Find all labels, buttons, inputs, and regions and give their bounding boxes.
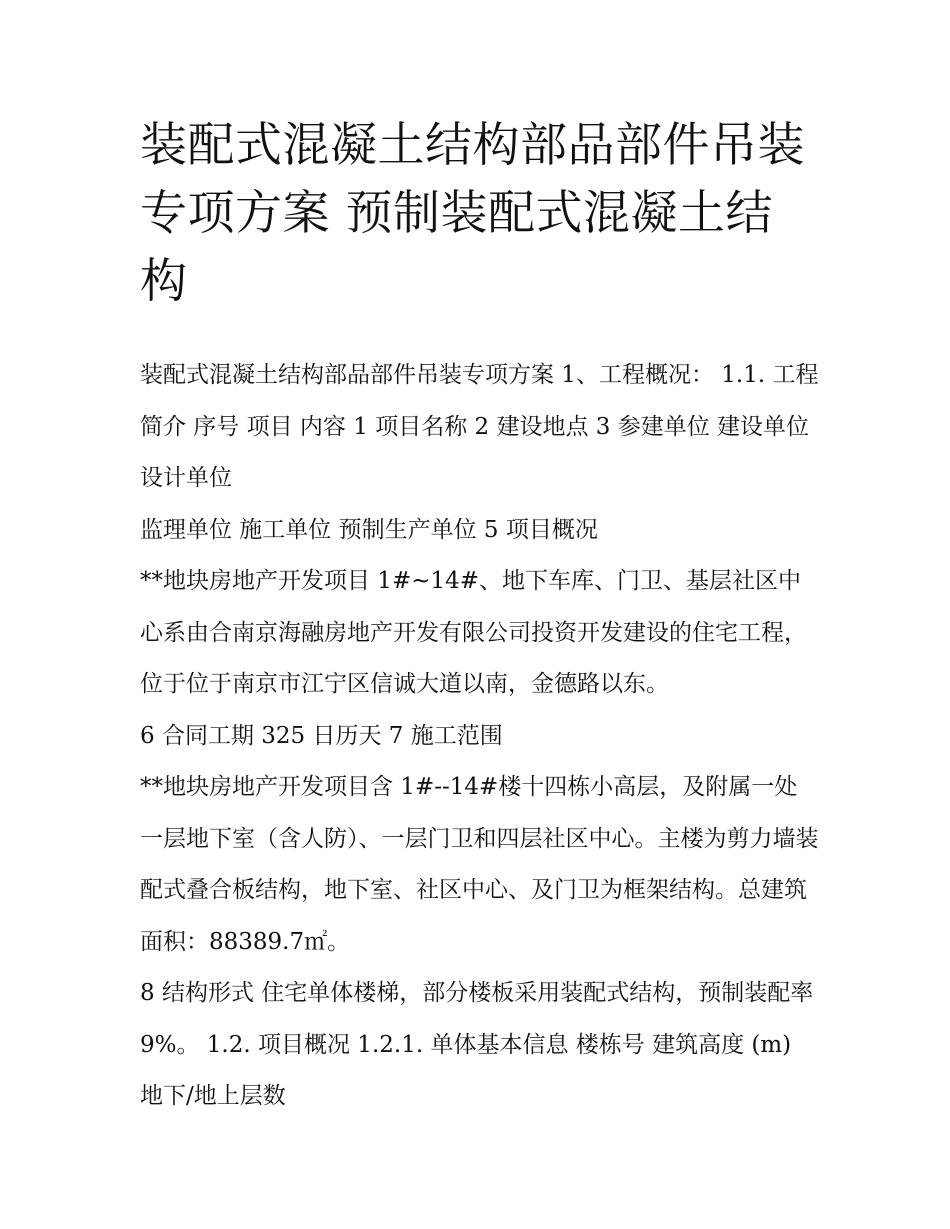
document-body [140,350,820,1123]
document-page [140,112,820,1123]
paragraph-contract-period: 6 合同工期 325 日历天 7 施工范围 [140,722,503,749]
paragraph-units: 监理单位 施工单位 预制生产单位 5 项目概况 [140,516,598,543]
paragraph-structure-form: 8 结构形式 住宅单体楼梯，部分楼板采用装配式结构，预制装配率 9%。 1.2. 项目概况 1.2.1. 单体基本信息 楼栋号 建筑高度 (m) 地下/地上层数 [140,980,814,1109]
paragraph-construction-scope: **地块房地产开发项目含 1#--14#楼十四栋小高层，及附属一处一层地下室（含人防）、一层门卫和四层社区中心。主楼为剪力墙装配式叠合板结构，地下室、社区中心、及门卫为框架结构。总建筑面积：88389.7㎡。 [140,774,819,955]
paragraph-project-overview: 装配式混凝土结构部品部件吊装专项方案 1、工程概况： 1.1. 工程简介 序号 项目 内容 1 项目名称 2 建设地点 3 参建单位 建设单位 设计单位 [140,362,819,491]
paragraph-project-description: **地块房地产开发项目 1#~14#、地下车库、门卫、基层社区中心系由合南京海融房地产开发有限公司投资开发建设的住宅工程，位于位于南京市江宁区信诚大道以南，金德路以东。 [140,568,807,697]
document-title: 装配式混凝土结构部品部件吊装专项方案 预制装配式混凝土结构 [140,118,805,309]
